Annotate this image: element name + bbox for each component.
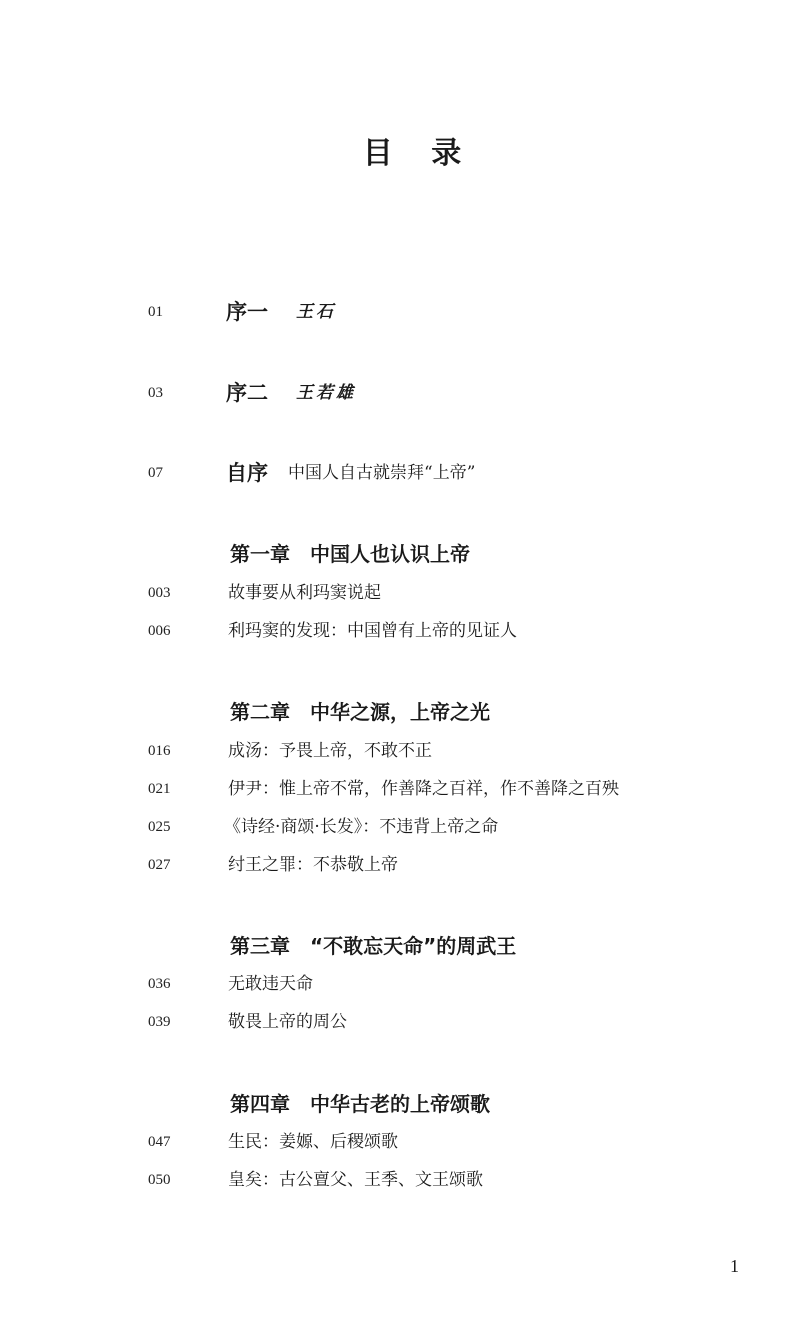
page-title: 目 录	[362, 136, 476, 171]
page-number-ref: 03	[148, 385, 163, 401]
page-number-ref: 050	[148, 1172, 171, 1188]
chapter-title: 第三章 “不敢忘天命”的周武王	[230, 934, 517, 958]
chapter-title: 第二章 中华之源，上帝之光	[230, 700, 490, 724]
toc-entry	[0, 734, 800, 768]
chapter-heading	[0, 537, 800, 571]
page-number-ref: 039	[148, 1014, 171, 1030]
page-number: 1	[730, 1256, 739, 1276]
chapter-heading	[0, 695, 800, 729]
page-number-ref: 047	[148, 1134, 171, 1150]
toc-entry	[0, 810, 800, 844]
toc-entry	[0, 848, 800, 882]
chapter-title: 第一章 中国人也认识上帝	[230, 542, 470, 566]
entry-title: 纣王之罪：不恭敬上帝	[228, 855, 398, 875]
toc-entry	[0, 772, 800, 806]
page-number-ref: 025	[148, 819, 171, 835]
page-number-ref: 07	[148, 465, 163, 481]
toc-entry	[0, 1005, 800, 1039]
toc-front-item	[0, 376, 800, 410]
toc-entry	[0, 614, 800, 648]
page-number-ref: 003	[148, 585, 171, 601]
front-subtitle: 中国人自古就崇拜“上帝”	[288, 463, 476, 483]
toc-front-item	[0, 456, 800, 490]
chapter-heading	[0, 1087, 800, 1121]
front-label: 序一	[226, 300, 268, 324]
entry-title: 皇矣：古公亶父、王季、文王颂歌	[228, 1170, 483, 1190]
toc-front-item	[0, 295, 800, 329]
page-number-ref: 006	[148, 623, 171, 639]
entry-title: 敬畏上帝的周公	[228, 1012, 347, 1032]
entry-title: 生民：姜嫄、后稷颂歌	[228, 1132, 398, 1152]
entry-title: 成汤：予畏上帝，不敢不正	[228, 741, 432, 761]
front-label: 自序	[226, 461, 268, 485]
toc-entry	[0, 967, 800, 1001]
page-number-ref: 027	[148, 857, 171, 873]
entry-title: 故事要从利玛窦说起	[228, 583, 381, 603]
toc-entry	[0, 1163, 800, 1197]
front-author: 王石	[296, 302, 336, 322]
entry-title: 利玛窦的发现：中国曾有上帝的见证人	[228, 621, 517, 641]
chapter-heading	[0, 929, 800, 963]
entry-title: 无敢违天命	[228, 974, 313, 994]
toc-entry	[0, 576, 800, 610]
toc-entry	[0, 1125, 800, 1159]
page-number-ref: 01	[148, 304, 163, 320]
page-number-ref: 016	[148, 743, 171, 759]
front-author: 王若雄	[296, 383, 356, 403]
front-label: 序二	[226, 381, 268, 405]
chapter-title: 第四章 中华古老的上帝颂歌	[230, 1092, 490, 1116]
page-number-ref: 021	[148, 781, 171, 797]
page-number-ref: 036	[148, 976, 171, 992]
entry-title: 《诗经·商颂·长发》：不违背上帝之命	[224, 817, 499, 837]
entry-title: 伊尹：惟上帝不常，作善降之百祥，作不善降之百殃	[228, 779, 619, 799]
